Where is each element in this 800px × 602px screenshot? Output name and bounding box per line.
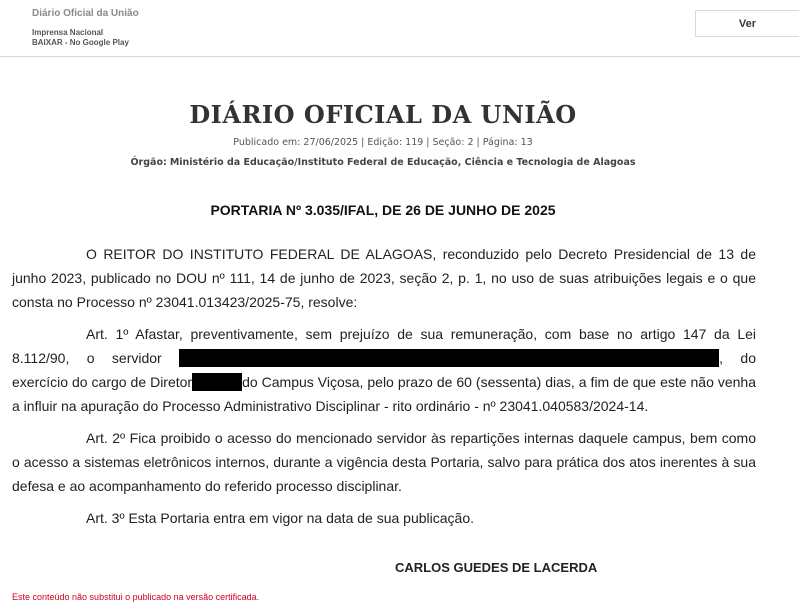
banner-app-title: Diário Oficial da União <box>32 8 139 19</box>
document-page <box>0 56 800 600</box>
banner-store-note: BAIXAR - No Google Play <box>32 38 129 47</box>
art-1-text-b: , do exercício do cargo de Diretor <box>12 350 756 390</box>
redaction-bar-role <box>192 373 242 391</box>
redaction-bar-name <box>179 349 719 367</box>
document-body <box>12 242 756 538</box>
view-app-button[interactable]: Ver <box>695 10 799 37</box>
paragraph-art-2: Art. 2º Fica proibido o acesso do mencionado servidor às repartições internas daquele campus, bem como o acesso a sistemas eletrônicos internos, durante a vigência desta Portaria, salvo para prática dos atos inerentes à sua defesa e ao acompanhamento do referido processo disciplinar. <box>12 430 756 494</box>
signature-name: CARLOS GUEDES DE LACERDA <box>395 560 598 575</box>
art-1-text-a: Art. 1º Afastar, preventivamente, sem prejuízo de sua remuneração, com base no artigo 147 da Lei 8.112/90, o servidor <box>12 326 756 366</box>
orgao-value: Ministério da Educação/Instituto Federal de Educação, Ciência e Tecnologia de Alagoas <box>169 157 636 168</box>
app-download-banner <box>0 0 800 57</box>
orgao-line <box>0 157 766 168</box>
banner-text-block <box>32 8 139 48</box>
masthead-title: DIÁRIO OFICIAL DA UNIÃO <box>189 100 577 129</box>
portaria-title: PORTARIA Nº 3.035/IFAL, DE 26 DE JUNHO DE 2025 <box>210 202 556 218</box>
paragraph-preamble: O REITOR DO INSTITUTO FEDERAL DE ALAGOAS, reconduzido pelo Decreto Presidencial de 13 de junho 2023, publicado no DOU nº 111, 14 de junho de 2023, seção 2, p. 1, no uso de suas atribuições legais e o que consta no Processo nº 23041.013423/2025-75, resolve: <box>12 246 756 310</box>
orgao-label: Órgão: <box>130 157 167 168</box>
publication-info: Publicado em: 27/06/2025 | Edição: 119 | Seção: 2 | Página: 13 <box>233 137 533 148</box>
paragraph-art-3: Art. 3º Esta Portaria entra em vigor na data de sua publicação. <box>86 510 474 526</box>
paragraph-art-1 <box>12 322 756 418</box>
certification-disclaimer: Este conteúdo não substitui o publicado na versão certificada. <box>12 592 260 602</box>
banner-publisher: Imprensa Nacional <box>32 28 104 37</box>
art-1-text-c: do Campus Viçosa, pelo prazo de 60 (sessenta) dias, a fim de que este não venha a influir na apuração do Processo Administrativo Disciplinar - rito ordinário - nº 23041.040583/2024-14. <box>12 374 756 414</box>
